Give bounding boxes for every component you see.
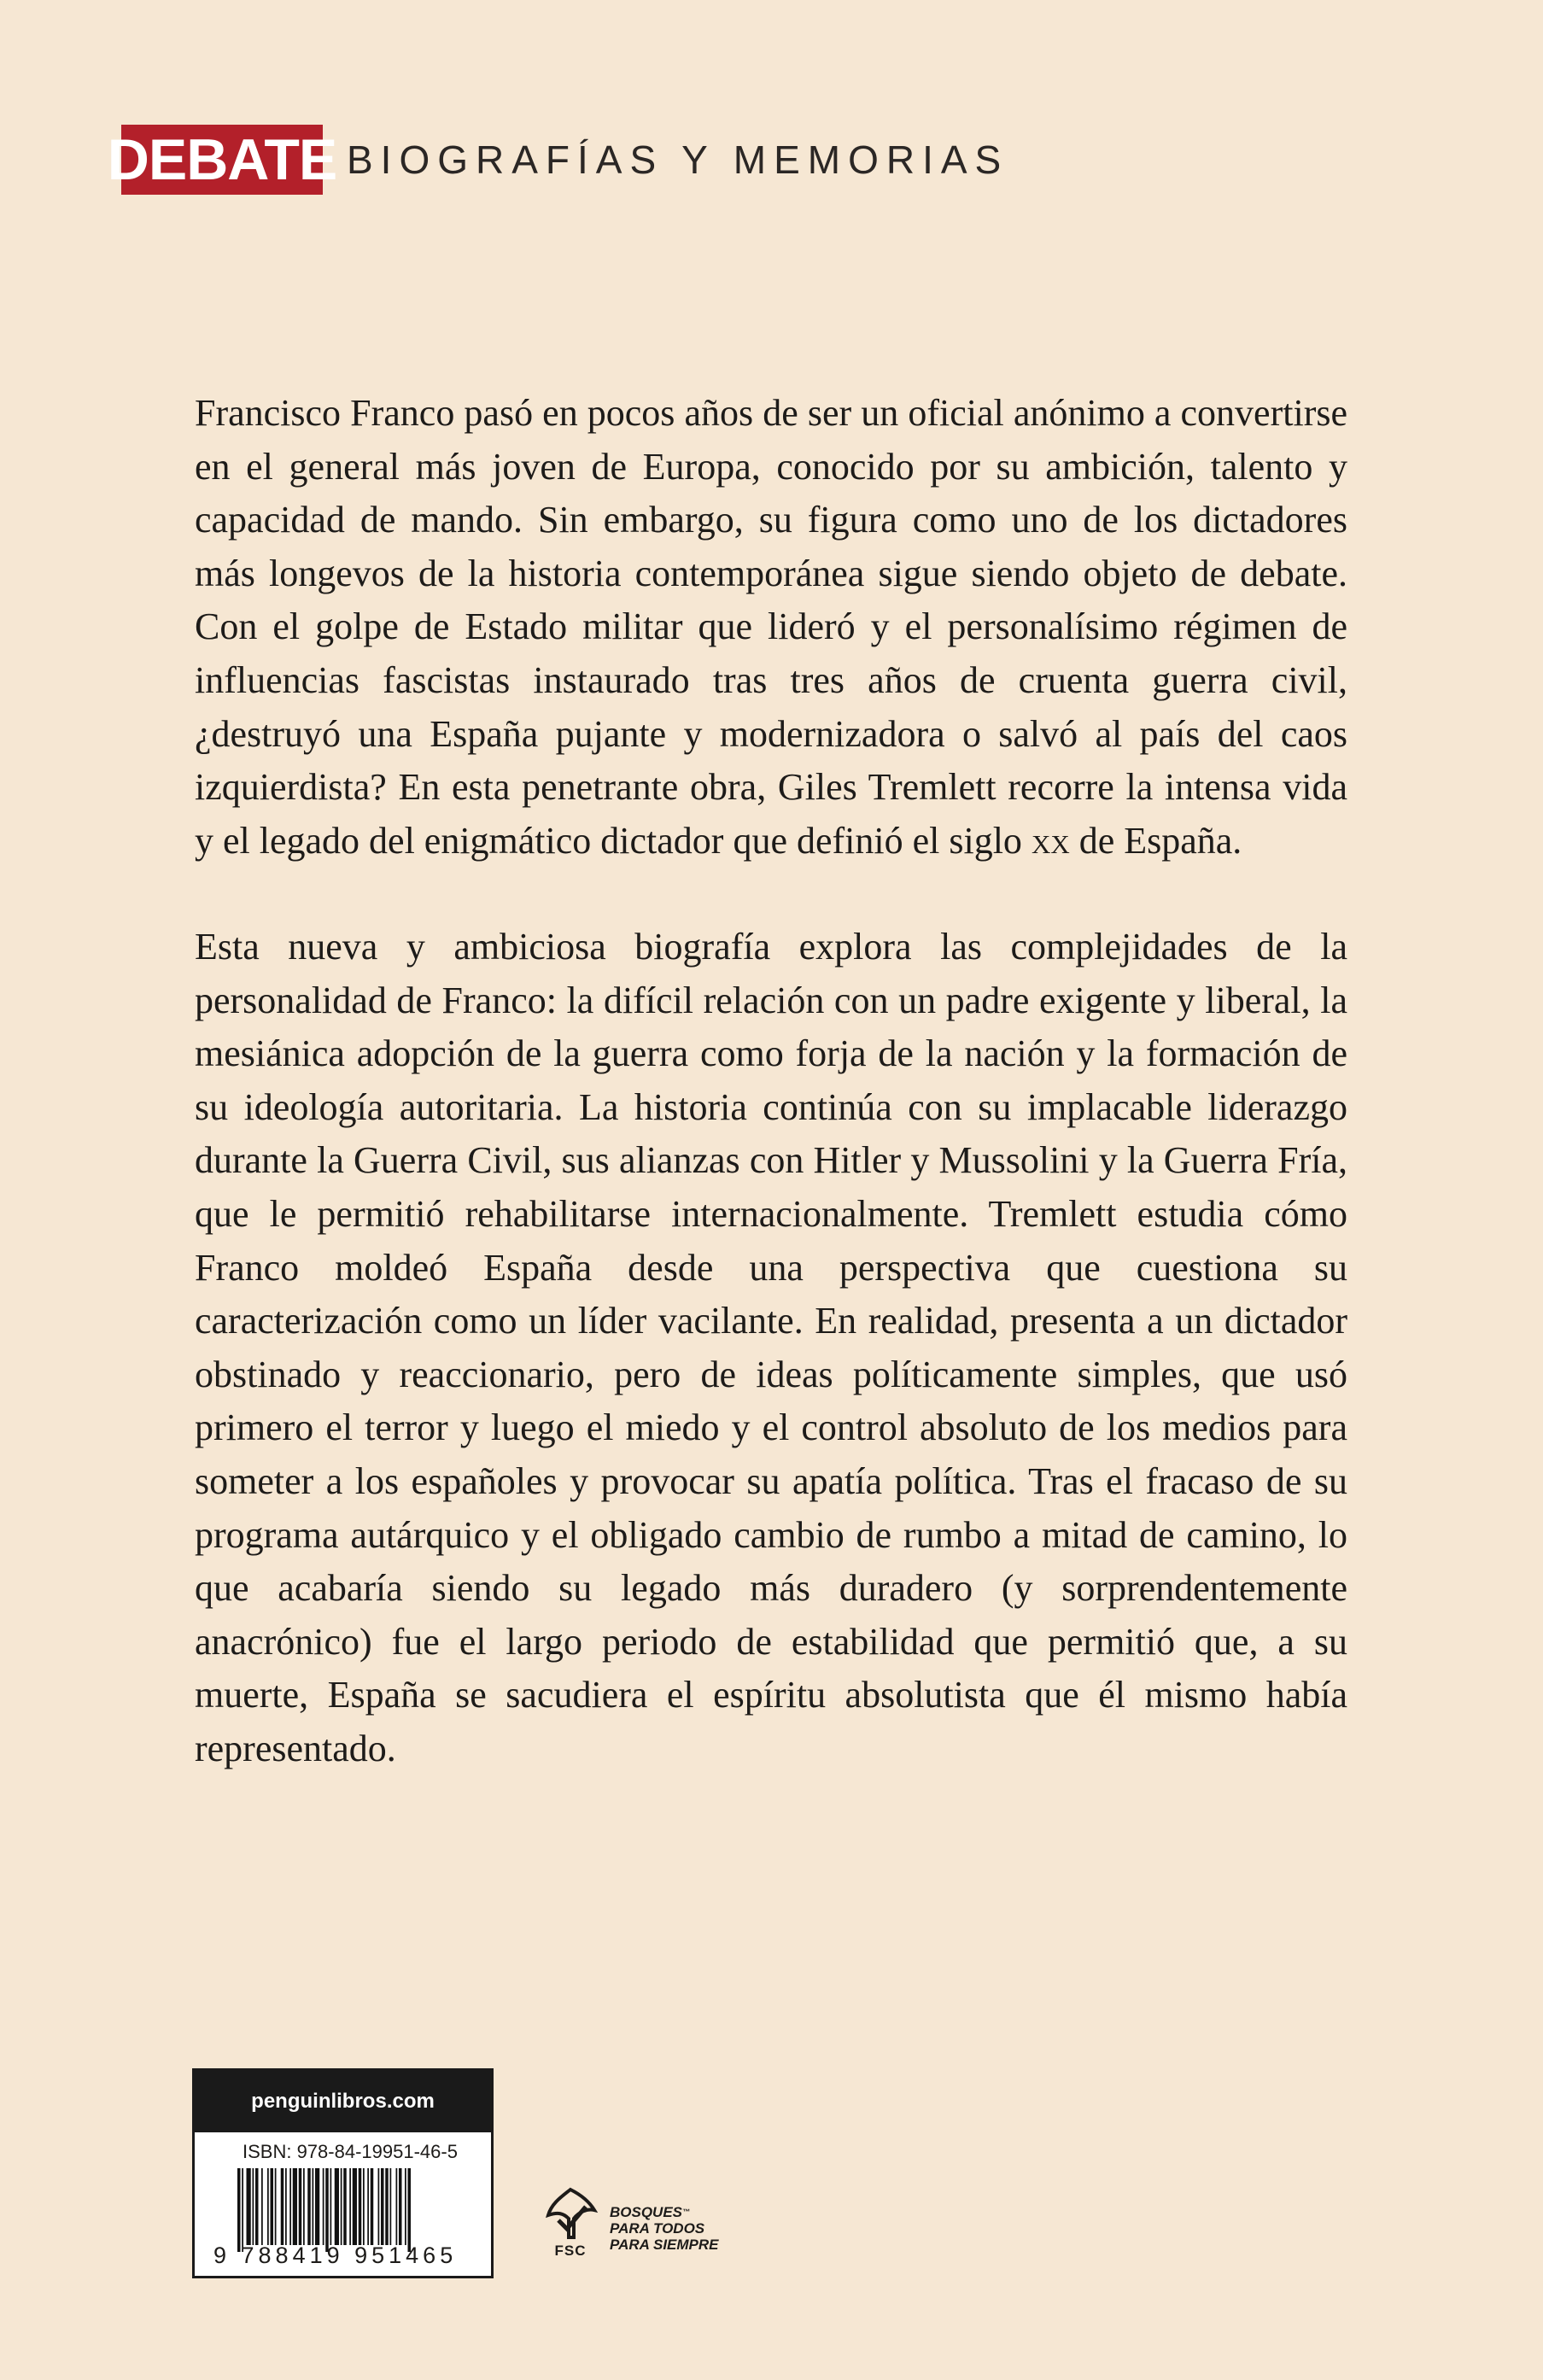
century-numeral: xx [1031,819,1070,862]
fsc-mark [540,2186,601,2260]
barcode-bar [359,2168,362,2245]
barcode-bar [341,2168,342,2245]
barcode-icon [237,2168,468,2252]
barcode-bar [399,2168,402,2245]
barcode-bar [343,2168,347,2245]
barcode-bar [325,2168,329,2252]
barcode-bar [390,2168,392,2245]
barcode-bar [330,2168,332,2245]
fsc-slogan [610,2204,719,2253]
barcode-bar [408,2168,412,2252]
fsc-line-3: PARA SIEMPRE [610,2237,719,2253]
barcode-bar [381,2168,384,2245]
barcode-bar [267,2168,269,2245]
barcode-bar [405,2168,406,2245]
barcode-bar [378,2168,380,2245]
barcode-bar [255,2168,259,2245]
barcode-bar [385,2168,389,2245]
fsc-line-1: BOSQUES [610,2204,683,2220]
barcode-bar [247,2168,251,2245]
barcode-bar [253,2168,254,2245]
blurb-paragraph-1-end: de España. [1069,819,1242,862]
blurb-paragraph-2: Esta nueva y ambiciosa biografía explora las complejidades de la personalidad de Franco: la difícil relación con un padre exigente y liberal, la mesiánica adopción de la guerra como forja de la nación y la formación de su ideología autoritaria. La historia continúa con su implacable liderazgo durante la Guerra Civil, sus alianzas con Hitler y Mussolini y la Guerra Fría, que le permitió rehabilitarse internacionalmente. Tremlett estudia cómo Franco moldeó España desde una perspectiva que cuestiona su caracterización como un líder vacilante. En realidad, presenta a un dictador obstinado y reaccionario, pero de ideas políticamente simples, que usó primero el terror y luego el miedo y el control absoluto de los medios para someter a los españoles y provocar su apatía política. Tras el fracaso de su programa autárquico y el obligado cambio de rumbo a mitad de camino, lo que acabaría siendo su legado más duradero (y sorprendentemente anacrónico) fue el largo periodo de estabilidad que permitió que, a su muerte, España se sacudiera el espíritu absolutista que él mismo había representado. [195,926,1347,1769]
barcode-bar [307,2168,311,2245]
fsc-line-2: PARA TODOS [610,2220,705,2237]
barcode-bar [299,2168,302,2245]
barcode-bar [363,2168,365,2245]
barcode-bar [285,2168,287,2245]
barcode-bar [275,2168,277,2245]
barcode-bar [303,2168,305,2245]
barcode-bar [315,2168,319,2245]
publisher-logo: DEBATE [121,125,323,195]
barcode-box [192,2068,494,2278]
barcode-bar [271,2168,274,2245]
header [107,125,1009,195]
barcode-bar [367,2168,369,2245]
barcode-bar [313,2168,314,2245]
barcode-bar [237,2168,241,2252]
barcode-bar [281,2168,284,2245]
blurb-paragraph-1 [195,387,1347,868]
barcode-bar [289,2168,291,2245]
fsc-trademark: ™ [682,2207,691,2216]
barcode-bar [242,2168,243,2252]
collection-title: BIOGRAFÍAS Y MEMORIAS [347,137,1009,182]
fsc-logo [540,2186,719,2260]
barcode-bar [353,2168,357,2245]
barcode-bar [371,2168,374,2245]
fsc-label: FSC [554,2243,587,2259]
isbn-label: ISBN: 978-84-19951-46-5 [243,2141,458,2162]
barcode-bar [335,2168,339,2245]
barcode-bar [349,2168,351,2245]
barcode-bar [261,2168,263,2245]
barcode-digits: 9 788419 951465 [213,2243,458,2268]
barcode-bar [396,2168,398,2245]
blurb-paragraph-1-text: Francisco Franco pasó en pocos años de ser un oficial anónimo a convertirse en el general más joven de Europa, conocido por su ambición, talento y capacidad de mando. Sin embargo, su figura como uno de los dictadores más longevos de la historia contemporánea sigue siendo objeto de debate. Con el golpe de Estado militar que lideró y el personalísimo régimen de influencias fascistas instaurado tras tres años de cruenta guerra civil, ¿destruyó una España pujante y modernizadora o salvó al país del caos izquierdista? En esta penetrante obra, Giles Tremlett recorre la intensa vida y el legado del enigmático dictador que definió el siglo [195,392,1347,862]
barcode-bar [293,2168,297,2245]
barcode-bar [323,2168,324,2245]
publisher-website: penguinlibros.com [195,2071,491,2132]
tree-check-icon [540,2186,601,2241]
